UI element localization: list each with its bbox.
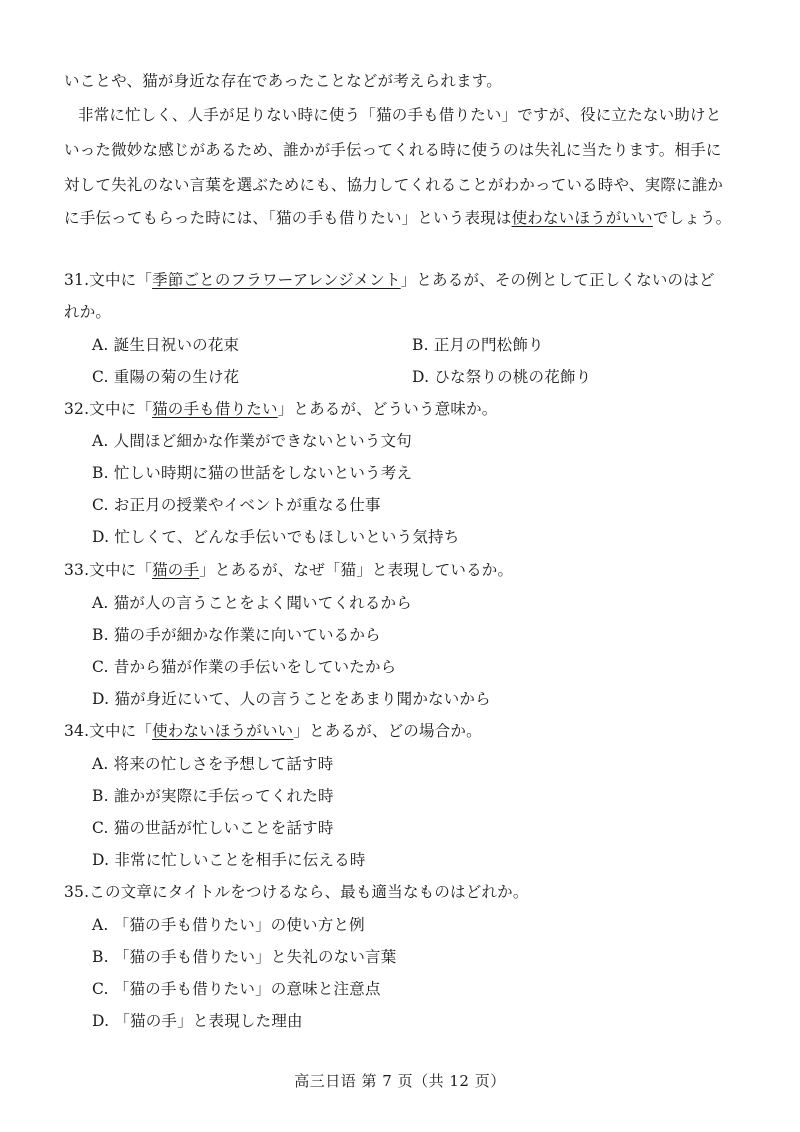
question-stem-post: 」とあるが、その例として正しくないのはど [400,271,715,289]
question-underlined-term: 猫の手も借りたい [152,400,278,418]
passage-line-5 [64,208,731,228]
question-stem-pre: 文中に「 [89,561,153,579]
q34-option-c[interactable]: C. 猫の世話が忙しいことを話す時 [92,819,334,837]
question-underlined-term: 季節ごとのフラワーアレンジメント [152,271,401,289]
q33-option-b[interactable]: B. 猫の手が細かな作業に向いているから [92,626,381,644]
question-stem-post: 」とあるが、なぜ「猫」と表現しているか。 [199,561,514,579]
question-32 [64,399,498,419]
q31-option-a[interactable]: A. 誕生日祝いの花束 [92,336,240,354]
question-number: 32. [64,400,90,418]
question-number: 35. [64,883,90,901]
q33-option-a[interactable]: A. 猫が人の言うことをよく聞いてくれるから [92,594,412,612]
question-35 [64,882,529,902]
q35-option-c[interactable]: C. 「猫の手も借りたい」の意味と注意点 [92,980,381,998]
q35-option-d[interactable]: D. 「猫の手」と表現した理由 [92,1012,303,1030]
question-34 [64,721,482,741]
question-number: 31. [64,271,90,289]
question-stem-pre: 文中に「 [89,400,153,418]
passage-line-1: いことや、猫が身近な存在であったことなどが考えられます。 [64,72,502,90]
q35-option-b[interactable]: B. 「猫の手も借りたい」と失礼のない言葉 [92,948,397,966]
q32-option-b[interactable]: B. 忙しい時期に猫の世話をしないという考え [92,464,413,482]
passage-line-4: 対して失礼のない言葉を選ぶためにも、協力してくれることがわかっている時や、実際に誰か [64,176,724,194]
q31-option-d[interactable]: D. ひな祭りの桃の花飾り [412,368,592,386]
question-underlined-term: 使わないほうがいい [152,722,294,740]
q33-option-d[interactable]: D. 猫が身近にいて、人の言うことをあまり聞かないから [92,690,491,708]
q31-option-b[interactable]: B. 正月の門松飾り [412,336,544,354]
question-31-continuation: れか。 [64,303,112,321]
question-stem-post: 」とあるが、どういう意味か。 [277,400,498,418]
q34-option-b[interactable]: B. 誰かが実際に手伝ってくれた時 [92,787,334,805]
q35-option-a[interactable]: A. 「猫の手も借りたい」の使い方と例 [92,916,365,934]
question-33 [64,560,513,580]
passage-line-3: いった微妙な感じがあるため、誰かが手伝ってくれる時に使うのは失礼に当たります。相手に [64,141,722,159]
question-stem-pre: 文中に「 [89,722,153,740]
page-footer: 高三日语 第 7 页（共 12 页） [294,1072,506,1090]
question-31 [64,270,715,290]
question-stem-post: 」とあるが、どの場合か。 [293,722,482,740]
q34-option-d[interactable]: D. 非常に忙しいことを相手に伝える時 [92,851,366,869]
q31-option-c[interactable]: C. 重陽の菊の生け花 [92,368,240,386]
question-underlined-term: 猫の手 [152,561,200,579]
q33-option-c[interactable]: C. 昔から猫が作業の手伝いをしていたから [92,658,397,676]
passage-line-5-post: でしょう。 [652,209,732,227]
question-number: 33. [64,561,90,579]
question-stem: この文章にタイトルをつけるなら、最も適当なものはどれか。 [89,883,529,901]
q34-option-a[interactable]: A. 将来の忙しさを予想して話す時 [92,755,334,773]
q32-option-d[interactable]: D. 忙しくて、どんな手伝いでもほしいという気持ち [92,528,460,546]
question-number: 34. [64,722,90,740]
q32-option-a[interactable]: A. 人間ほど細かな作業ができないという文句 [92,432,412,450]
q32-option-c[interactable]: C. お正月の授業やイベントが重なる仕事 [92,496,381,514]
passage-line-2: 非常に忙しく、人手が足りない時に使う「猫の手も借りたい」ですが、役に立たない助けと [78,106,722,124]
question-stem-pre: 文中に「 [89,271,153,289]
passage-underlined-phrase: 使わないほうがいい [511,209,653,227]
passage-line-5-pre: に手伝ってもらった時には、「猫の手も借りたい」という表現は [64,209,512,227]
